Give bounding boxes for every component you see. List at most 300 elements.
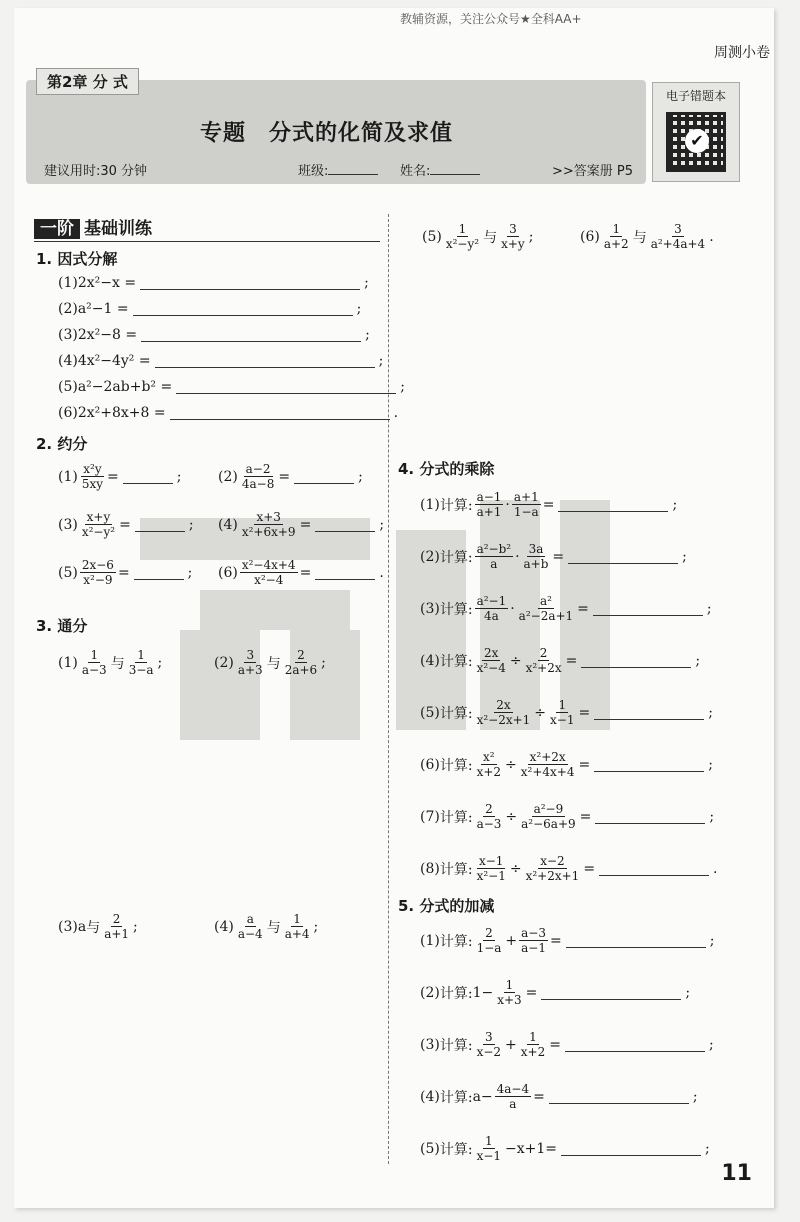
punctuation: ; xyxy=(705,1140,710,1157)
expression: a xyxy=(77,918,87,935)
punctuation: ; xyxy=(176,468,182,485)
answer-blank[interactable] xyxy=(123,470,173,484)
exercise-item xyxy=(420,854,718,883)
punctuation: ; xyxy=(695,652,701,669)
operator: ÷ xyxy=(534,704,547,721)
calc-label: 计算: xyxy=(439,1141,473,1158)
fraction xyxy=(475,490,504,519)
answer-blank[interactable] xyxy=(140,276,360,290)
denominator: a−1 xyxy=(521,941,546,955)
denominator: a−3 xyxy=(476,817,502,831)
exercise-item xyxy=(58,275,369,291)
name-label: 姓名: xyxy=(400,164,431,179)
exercise-item xyxy=(58,912,138,941)
fraction xyxy=(495,1082,531,1111)
item-number: (1) xyxy=(420,932,440,949)
answer-blank[interactable] xyxy=(595,810,705,824)
answer-blank[interactable] xyxy=(566,934,706,948)
punctuation: ; xyxy=(313,918,319,935)
numerator: 1 xyxy=(505,978,514,992)
denominator: x²−y² xyxy=(445,237,480,251)
answer-blank[interactable] xyxy=(135,518,185,532)
calc-label: 计算: xyxy=(439,757,473,774)
fraction xyxy=(240,510,298,539)
fraction xyxy=(283,648,319,677)
expression: (3)2x²−8 = xyxy=(58,327,138,343)
numerator: a² xyxy=(539,594,552,608)
item-number: (1) xyxy=(58,468,78,485)
conjunction: 与 xyxy=(86,919,101,936)
punctuation: ; xyxy=(133,918,138,935)
numerator: 1 xyxy=(612,222,621,236)
exercise-item xyxy=(218,462,363,491)
answer-blank[interactable] xyxy=(541,986,681,1000)
expression: a− xyxy=(472,1088,493,1105)
answer-blank[interactable] xyxy=(315,518,375,532)
numerator: 2x xyxy=(496,698,511,712)
answer-blank[interactable] xyxy=(565,1038,705,1052)
exercise-item xyxy=(420,594,712,623)
series-tag: 周测小卷 xyxy=(714,45,770,61)
numerator: a²−1 xyxy=(476,594,507,608)
fraction xyxy=(512,490,541,519)
denominator: a−3 xyxy=(81,663,107,677)
name-blank[interactable] xyxy=(430,174,480,175)
item-number: (3) xyxy=(420,1036,440,1053)
fraction xyxy=(475,802,504,831)
denominator: 2a+6 xyxy=(284,663,318,677)
numerator: a²−9 xyxy=(533,802,564,816)
fraction xyxy=(80,558,116,587)
denominator: x²+2x xyxy=(525,661,562,675)
denominator: 3−a xyxy=(128,663,154,677)
question-5-title: 5. 分式的加减 xyxy=(398,897,495,915)
section-header xyxy=(34,214,380,242)
calc-label: 计算: xyxy=(439,1089,473,1106)
numerator: 2 xyxy=(539,646,548,660)
punctuation: ; xyxy=(672,496,678,513)
item-number: (7) xyxy=(420,808,440,825)
numerator: x²y xyxy=(83,462,102,476)
page-title: 专题 分式的化简及求值 xyxy=(200,121,454,146)
punctuation: ; xyxy=(365,327,370,343)
denominator: a+3 xyxy=(237,663,263,677)
item-number: (5) xyxy=(420,704,440,721)
fraction xyxy=(499,222,527,251)
exercise-item xyxy=(420,542,687,571)
fraction xyxy=(475,1030,503,1059)
item-number: (4) xyxy=(214,918,234,935)
item-number: (4) xyxy=(420,1088,440,1105)
item-number: (5) xyxy=(420,1140,440,1157)
answer-blank[interactable] xyxy=(170,406,390,420)
numerator: a+1 xyxy=(513,490,539,504)
watermark-shape xyxy=(180,630,260,740)
numerator: x+y xyxy=(86,510,111,524)
calc-label: 计算: xyxy=(439,653,473,670)
numerator: 4a−4 xyxy=(496,1082,530,1096)
denominator: x+3 xyxy=(497,993,522,1007)
answer-blank[interactable] xyxy=(568,550,678,564)
answer-blank[interactable] xyxy=(594,706,704,720)
numerator: x−1 xyxy=(478,854,504,868)
equals: = xyxy=(583,860,596,877)
punctuation: . xyxy=(393,405,399,421)
item-number: (1) xyxy=(420,496,440,513)
column-divider xyxy=(388,214,389,1164)
exercise-item xyxy=(58,405,398,421)
exercise-item xyxy=(58,379,405,395)
exercise-item xyxy=(420,646,700,675)
denominator: a+b xyxy=(523,557,549,571)
exercise-item xyxy=(420,698,713,727)
section-label: 基础训练 xyxy=(84,219,152,239)
operator: + xyxy=(505,1036,517,1053)
numerator: 1 xyxy=(90,648,99,662)
denominator: x−1 xyxy=(550,713,575,727)
fraction xyxy=(649,222,708,251)
denominator: 1−a xyxy=(476,941,502,955)
exercise-item xyxy=(420,802,714,831)
item-number: (6) xyxy=(420,756,440,773)
conjunction: 与 xyxy=(266,655,281,672)
punctuation: ; xyxy=(157,654,163,671)
numerator: x+3 xyxy=(256,510,281,524)
answer-blank[interactable] xyxy=(593,602,703,616)
fraction xyxy=(127,648,156,677)
calc-label: 计算: xyxy=(439,497,473,514)
answer-blank[interactable] xyxy=(594,758,704,772)
expression: (4)4x²−4y² = xyxy=(58,353,151,369)
equals: = xyxy=(579,808,592,825)
top-banner: 教辅资源，关注公众号★全科AA+ xyxy=(400,12,582,26)
punctuation: ; xyxy=(682,548,687,565)
numerator: 1 xyxy=(293,912,301,926)
item-number: (2) xyxy=(420,984,440,1001)
calc-label: 计算: xyxy=(439,601,473,618)
denominator: x+2 xyxy=(476,765,502,779)
denominator: x²−y² xyxy=(81,525,116,539)
answer-blank[interactable] xyxy=(176,380,396,394)
answer-blank[interactable] xyxy=(134,566,184,580)
fraction xyxy=(80,462,105,491)
calc-label: 计算: xyxy=(439,549,473,566)
punctuation: ; xyxy=(321,654,326,671)
fraction xyxy=(236,912,265,941)
numerator: 1 xyxy=(529,1030,537,1044)
operator: + xyxy=(505,932,518,949)
numerator: 1 xyxy=(484,1134,493,1148)
denominator: 4a xyxy=(483,609,499,623)
denominator: a+2 xyxy=(603,237,629,251)
punctuation: ; xyxy=(709,932,715,949)
punctuation: ; xyxy=(685,984,691,1001)
item-number: (6) xyxy=(580,228,600,245)
fraction xyxy=(524,854,582,883)
calc-label: 计算: xyxy=(439,933,473,950)
denominator: x²−2x+1 xyxy=(476,713,531,727)
fraction xyxy=(240,558,298,587)
answer-blank[interactable] xyxy=(561,1142,701,1156)
watermark-shape xyxy=(290,630,360,740)
numerator: 3 xyxy=(674,222,682,236)
numerator: a−1 xyxy=(476,490,502,504)
equals: = xyxy=(542,496,555,513)
punctuation: ; xyxy=(708,756,713,773)
numerator: 2 xyxy=(485,926,493,940)
denominator: a²−6a+9 xyxy=(521,817,576,831)
expression: (1)2x²−x = xyxy=(58,275,137,291)
operator: · xyxy=(515,548,520,565)
equals: = xyxy=(525,984,538,1001)
punctuation: ; xyxy=(188,516,194,533)
fraction xyxy=(475,646,508,675)
denominator: x²+2x+1 xyxy=(525,869,580,883)
equals: = xyxy=(545,1140,558,1157)
fraction xyxy=(517,594,576,623)
denominator: 5xy xyxy=(81,477,104,491)
exercise-item xyxy=(58,558,192,587)
fraction xyxy=(444,222,481,251)
calc-label: 计算: xyxy=(439,705,473,722)
class-field[interactable] xyxy=(298,160,378,179)
fraction xyxy=(475,594,509,623)
exercise-item xyxy=(58,327,370,343)
equals: = xyxy=(107,468,119,485)
question-3-title: 3. 通分 xyxy=(36,617,88,635)
denominator: a²+4a+4 xyxy=(650,237,706,251)
conjunction: 与 xyxy=(110,655,125,672)
fraction xyxy=(475,854,508,883)
numerator: a−3 xyxy=(521,926,546,940)
answer-blank[interactable] xyxy=(155,354,375,368)
denominator: x²−1 xyxy=(476,869,506,883)
numerator: 3 xyxy=(484,1030,493,1044)
fraction xyxy=(519,750,577,779)
exercise-item xyxy=(218,510,384,539)
fraction xyxy=(240,462,276,491)
exercise-item xyxy=(420,1134,710,1163)
exercise-item xyxy=(580,222,714,251)
denominator: x²+6x+9 xyxy=(241,525,296,539)
answer-blank[interactable] xyxy=(315,566,375,580)
denominator: x²−4 xyxy=(476,661,506,675)
equals: = xyxy=(549,932,562,949)
exercise-item xyxy=(420,1082,698,1111)
punctuation: ; xyxy=(379,516,385,533)
numerator: 1 xyxy=(458,222,467,236)
punctuation: . xyxy=(713,860,718,877)
fraction xyxy=(283,912,312,941)
numerator: 2x xyxy=(484,646,499,660)
denominator: x−1 xyxy=(476,1149,502,1163)
class-blank[interactable] xyxy=(328,174,378,175)
exercise-item xyxy=(420,926,714,955)
numerator: 3 xyxy=(246,648,255,662)
class-label: 班级: xyxy=(298,164,329,179)
numerator: x²+2x xyxy=(529,750,566,764)
numerator: 1 xyxy=(558,698,567,712)
exercise-item xyxy=(214,912,318,941)
numerator: x−2 xyxy=(540,854,565,868)
fraction xyxy=(519,1030,547,1059)
punctuation: . xyxy=(379,564,384,581)
numerator: a²−b² xyxy=(476,542,512,556)
exercise-item xyxy=(422,222,533,251)
item-number: (5) xyxy=(58,564,78,581)
numerator: 3a xyxy=(528,542,544,556)
answer-blank[interactable] xyxy=(549,1090,689,1104)
conjunction: 与 xyxy=(632,229,647,246)
qr-label: 电子错题本 xyxy=(665,89,726,103)
exercise-item xyxy=(58,462,181,491)
punctuation: . xyxy=(709,228,714,245)
exercise-item xyxy=(58,648,162,677)
denominator: x+2 xyxy=(520,1045,546,1059)
punctuation: ; xyxy=(528,228,534,245)
fraction xyxy=(548,698,576,727)
denominator: 1−a xyxy=(513,505,539,519)
equals: = xyxy=(565,652,578,669)
item-number: (3) xyxy=(58,918,78,935)
answer-blank[interactable] xyxy=(294,470,354,484)
denominator: a+1 xyxy=(476,505,502,519)
exercise-item xyxy=(58,301,361,317)
numerator: 1 xyxy=(137,648,145,662)
item-number: (6) xyxy=(218,564,238,581)
operator: ÷ xyxy=(509,652,522,669)
fraction xyxy=(524,646,564,675)
equals: = xyxy=(578,756,591,773)
section-badge: 一阶 xyxy=(34,219,80,239)
expression: −x+1 xyxy=(505,1140,546,1157)
numerator: x² xyxy=(483,750,495,764)
equals: = xyxy=(299,516,312,533)
question-4-title: 4. 分式的乘除 xyxy=(398,460,495,478)
numerator: 3 xyxy=(509,222,517,236)
calc-label: 计算: xyxy=(439,1037,473,1054)
exercise-item xyxy=(420,978,690,1007)
calc-label: 计算: xyxy=(439,985,473,1002)
operator: ÷ xyxy=(509,860,522,877)
item-number: (4) xyxy=(218,516,238,533)
question-2-title: 2. 约分 xyxy=(36,435,88,453)
answer-reference: >>答案册 P5 xyxy=(552,164,634,179)
exercise-item xyxy=(420,490,677,519)
item-number: (8) xyxy=(420,860,440,877)
calc-label: 计算: xyxy=(439,861,473,878)
punctuation: ; xyxy=(692,1088,698,1105)
fraction xyxy=(475,698,533,727)
operator: ÷ xyxy=(505,756,517,773)
punctuation: ; xyxy=(706,600,712,617)
numerator: 2x−6 xyxy=(81,558,114,572)
answer-blank[interactable] xyxy=(558,498,668,512)
qr-code-icon[interactable] xyxy=(666,112,726,172)
operator: ÷ xyxy=(505,808,518,825)
fraction xyxy=(102,912,131,941)
answer-blank[interactable] xyxy=(141,328,361,342)
numerator: 2 xyxy=(485,802,493,816)
exercise-item xyxy=(58,510,194,539)
expression: (6)2x²+8x+8 = xyxy=(58,405,166,421)
conjunction: 与 xyxy=(266,919,281,936)
numerator: a−2 xyxy=(245,462,271,476)
answer-blank[interactable] xyxy=(133,302,353,316)
equals: = xyxy=(577,600,589,617)
denominator: x²−9 xyxy=(83,573,113,587)
fraction xyxy=(522,542,551,571)
punctuation: ; xyxy=(400,379,405,395)
item-number: (2) xyxy=(214,654,234,671)
fraction xyxy=(519,926,548,955)
denominator: x²−4 xyxy=(254,573,284,587)
page-number: 11 xyxy=(721,1161,752,1186)
denominator: a xyxy=(509,1097,517,1111)
fraction xyxy=(80,648,109,677)
denominator: x−2 xyxy=(476,1045,502,1059)
item-number: (3) xyxy=(58,516,78,533)
exercise-item xyxy=(420,750,713,779)
denominator: a²−2a+1 xyxy=(518,609,574,623)
time-suggestion: 建议用时:30 分钟 xyxy=(44,164,148,179)
equals: = xyxy=(533,1088,545,1105)
item-number: (5) xyxy=(422,228,442,245)
denominator: x+y xyxy=(501,237,525,251)
fraction xyxy=(236,648,265,677)
name-field[interactable] xyxy=(400,160,480,179)
calc-label: 计算: xyxy=(439,809,473,826)
fraction xyxy=(475,542,514,571)
equals: = xyxy=(578,704,591,721)
watermark-shape xyxy=(200,590,350,630)
denominator: a−4 xyxy=(237,927,263,941)
item-number: (2) xyxy=(218,468,238,485)
operator: · xyxy=(510,600,515,617)
fraction xyxy=(602,222,631,251)
denominator: a+1 xyxy=(104,927,130,941)
answer-blank[interactable] xyxy=(581,654,691,668)
denominator: a xyxy=(490,557,498,571)
fraction xyxy=(519,802,578,831)
punctuation: ; xyxy=(378,353,384,369)
punctuation: ; xyxy=(708,704,713,721)
qr-panel[interactable] xyxy=(652,82,740,182)
numerator: 2 xyxy=(112,912,121,926)
question-1-title: 1. 因式分解 xyxy=(36,250,118,268)
expression: (2)a²−1 = xyxy=(58,301,129,317)
item-number: (4) xyxy=(420,652,440,669)
denominator: a+4 xyxy=(284,927,310,941)
item-number: (3) xyxy=(420,600,440,617)
equals: = xyxy=(117,564,130,581)
fraction xyxy=(80,510,117,539)
punctuation: ; xyxy=(356,301,362,317)
punctuation: ; xyxy=(364,275,369,291)
punctuation: ; xyxy=(709,808,715,825)
denominator: x²+4x+4 xyxy=(520,765,575,779)
numerator: 2 xyxy=(297,648,305,662)
equals: = xyxy=(552,548,565,565)
punctuation: ; xyxy=(708,1036,714,1053)
punctuation: ; xyxy=(187,564,193,581)
equals: = xyxy=(549,1036,561,1053)
answer-blank[interactable] xyxy=(599,862,709,876)
fraction xyxy=(475,750,503,779)
operator: · xyxy=(505,496,510,513)
fraction xyxy=(495,978,523,1007)
expression: (5)a²−2ab+b² = xyxy=(58,379,173,395)
